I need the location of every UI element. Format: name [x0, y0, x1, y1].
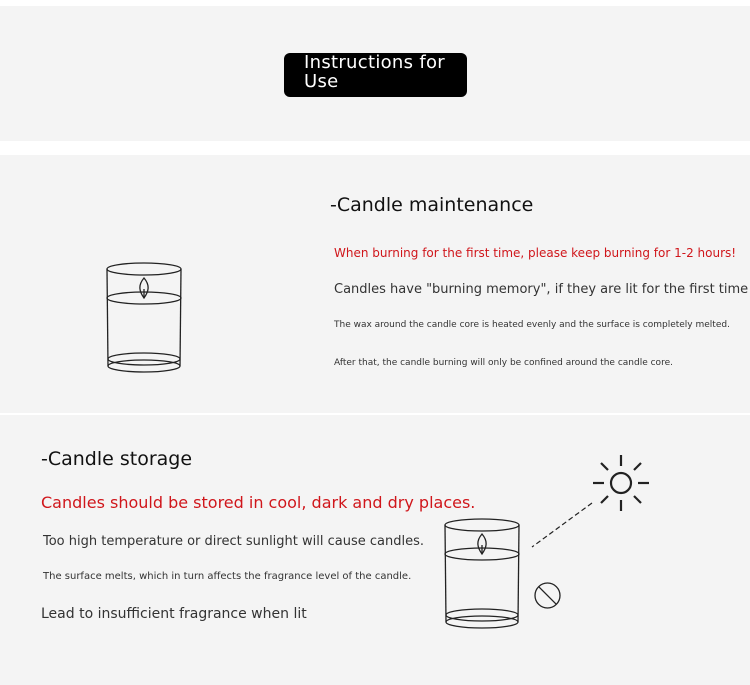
storage-warning: Candles should be stored in cool, dark and dry places. [41, 493, 476, 512]
storage-line: Too high temperature or direct sunlight will cause candles. [43, 534, 424, 549]
candle-jar-icon [100, 258, 190, 378]
maintenance-warning: When burning for the first time, please keep burning for 1-2 hours! [334, 246, 737, 260]
page-title-line2: Use [304, 71, 339, 92]
maintenance-line: Candles have "burning memory", if they are lit for the first time [334, 282, 749, 297]
storage-line: Lead to insufficient fragrance when lit [41, 606, 307, 622]
maintenance-line: The wax around the candle core is heated evenly and the surface is completely melted. [334, 320, 730, 330]
sunlight-ray [528, 498, 598, 550]
sun-icon [590, 452, 652, 514]
page-title [284, 53, 467, 97]
storage-heading: -Candle storage [41, 448, 193, 470]
storage-line: The surface melts, which in turn affects the fragrance level of the candle. [43, 571, 412, 582]
page-title-line1: Instructions for [304, 52, 445, 73]
candle-jar-icon [438, 514, 528, 634]
prohibited-icon [533, 581, 563, 611]
maintenance-line: After that, the candle burning will only be confined around the candle core. [334, 358, 673, 368]
maintenance-heading: -Candle maintenance [330, 194, 534, 216]
